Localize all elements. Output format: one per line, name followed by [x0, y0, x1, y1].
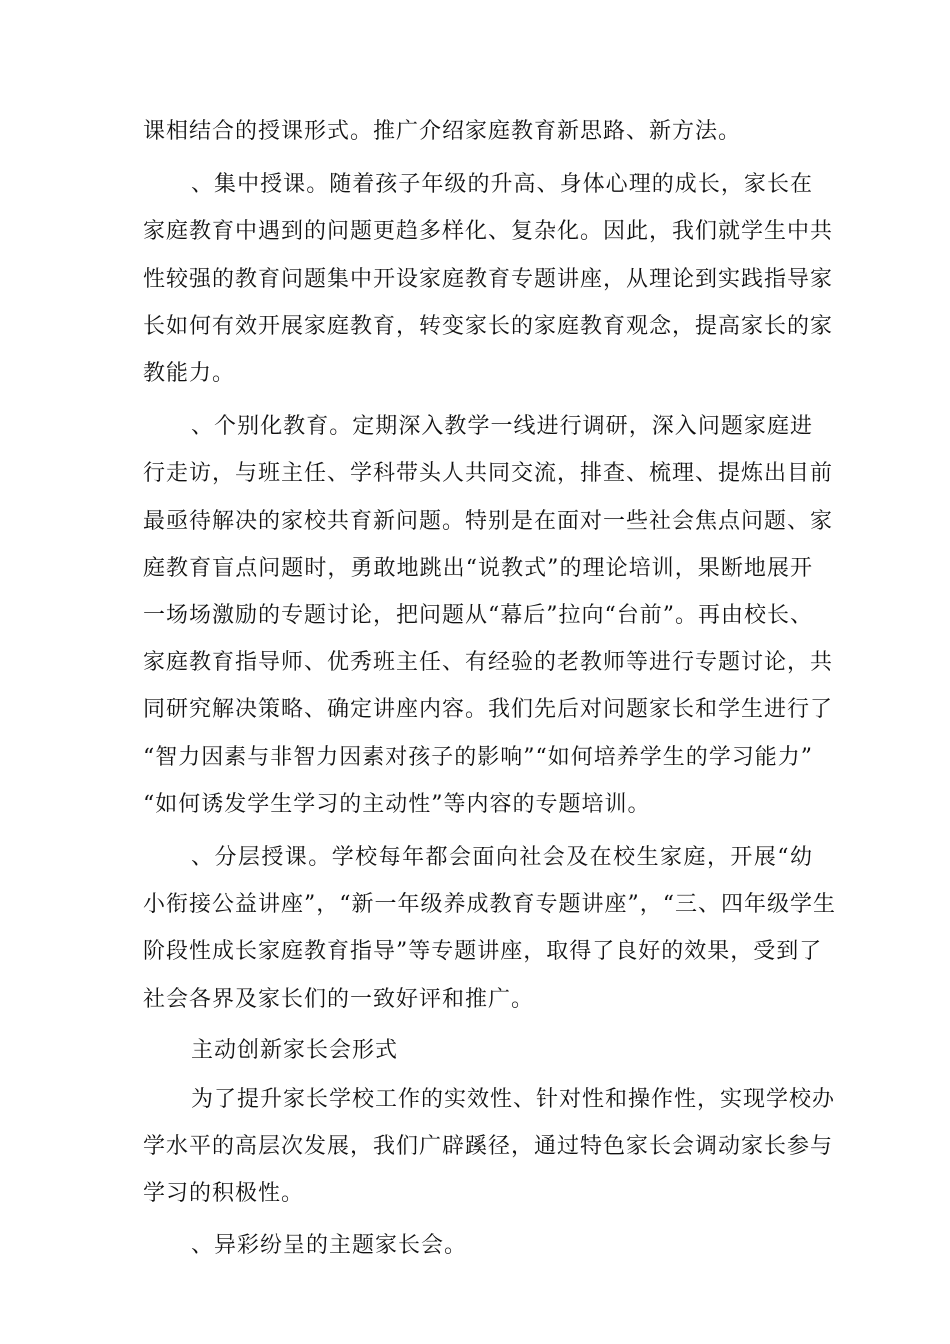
text-line: 、分层授课。学校每年都会面向社会及在校生家庭，开展“幼 — [191, 845, 813, 870]
text-line: “智力因素与非智力因素对孩子的影响”“如何培养学生的学习能力” — [143, 744, 813, 770]
text-line: 同研究解决策略、确定讲座内容。我们先后对问题家长和学生进行了 — [143, 697, 834, 723]
text-line: 小衔接公益讲座”，“新一年级养成教育专题讲座”，“三、四年级学生 — [143, 892, 836, 918]
text-line: 、集中授课。随着孩子年级的升高、身体心理的成长，家长在 — [191, 172, 813, 198]
text-line: 庭教育盲点问题时，勇敢地跳出“说教式”的理论培训，果断地展开 — [143, 555, 813, 581]
text-line: 课相结合的授课形式。推广介绍家庭教育新思路、新方法。 — [143, 119, 742, 144]
text-line: 社会各界及家长们的一致好评和推广。 — [143, 986, 535, 1012]
text-line: “如何诱发学生学习的主动性”等内容的专题培训。 — [143, 791, 651, 817]
text-line: 阶段性成长家庭教育指导”等专题讲座，取得了良好的效果，受到了 — [143, 939, 823, 965]
text-line: 一场场激励的专题讨论，把问题从“幕后”拉向“台前”。再由校长、 — [143, 603, 813, 628]
text-line: 最亟待解决的家校共育新问题。特别是在面对一些社会焦点问题、家 — [143, 508, 834, 534]
text-line: 为了提升家长学校工作的实效性、针对性和操作性，实现学校办 — [191, 1087, 836, 1112]
text-line: 性较强的教育问题集中开设家庭教育专题讲座，从理论到实践指导家 — [143, 266, 834, 292]
text-line: 行走访，与班主任、学科带头人共同交流，排查、梳理、提炼出目前 — [143, 461, 834, 487]
text-line: 长如何有效开展家庭教育，转变家长的家庭教育观念，提高家长的家 — [143, 313, 834, 339]
text-line: 、个别化教育。定期深入教学一线进行调研，深入问题家庭进 — [191, 414, 813, 440]
text-line: 教能力。 — [143, 361, 236, 386]
text-line: 学习的积极性。 — [143, 1181, 305, 1207]
text-line: 家庭教育中遇到的问题更趋多样化、复杂化。因此，我们就学生中共 — [143, 219, 834, 245]
text-line: 家庭教育指导师、优秀班主任、有经验的老教师等进行专题讨论，共 — [143, 650, 834, 676]
text-line: 学水平的高层次发展，我们广辟蹊径，通过特色家长会调动家长参与 — [143, 1134, 834, 1160]
text-line: 、异彩纷呈的主题家长会。 — [191, 1232, 468, 1258]
section-heading: 主动创新家长会形式 — [191, 1037, 399, 1063]
